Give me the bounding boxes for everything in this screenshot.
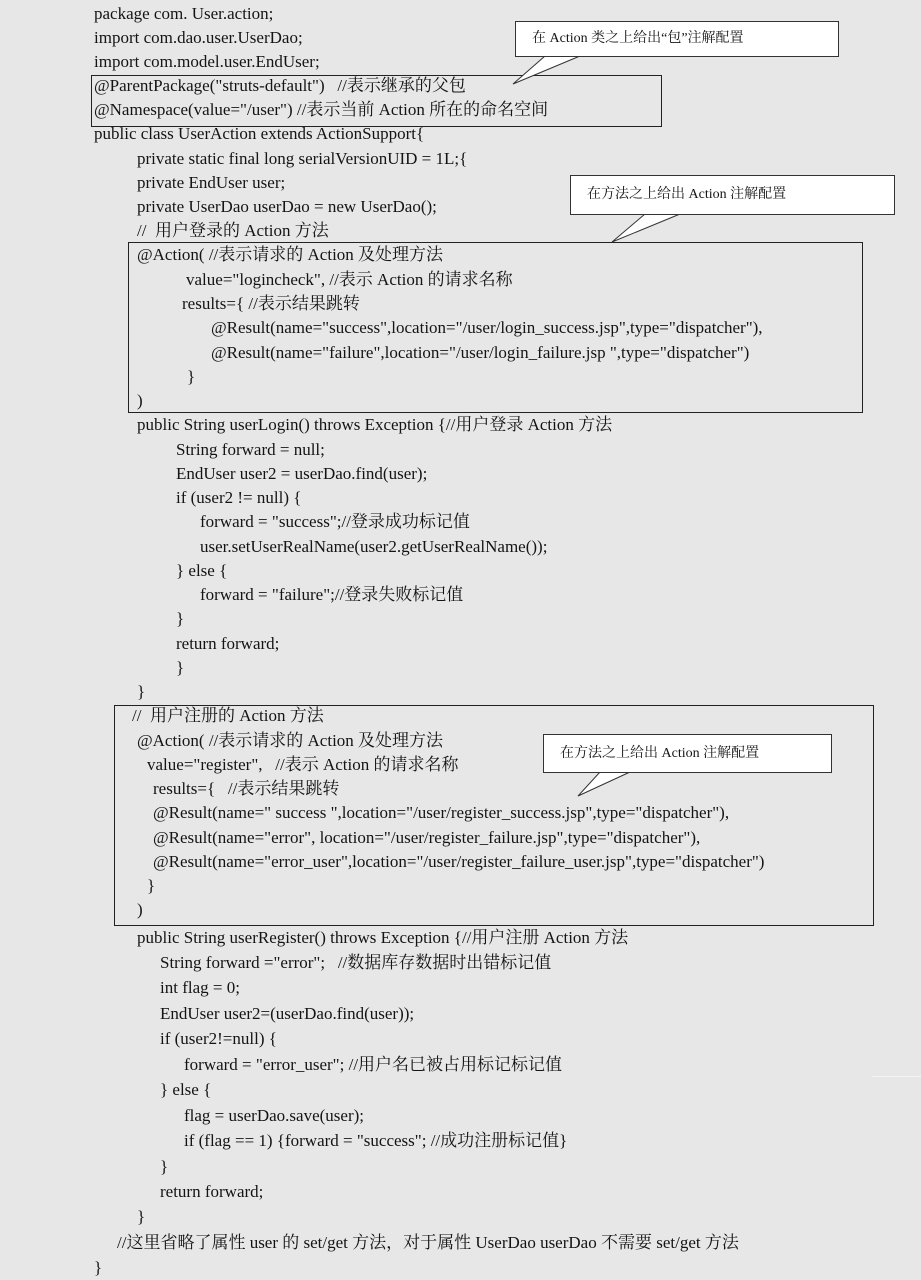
code-line-8: private EndUser user; (137, 173, 286, 192)
code-line-9: private UserDao userDao = new UserDao(); (137, 197, 437, 216)
code-line-26: } (176, 609, 185, 628)
code-line-45: } else { (160, 1080, 212, 1099)
code-line-5: @Namespace(value="/user") //表示当前 Action 所在的命名空间 (94, 100, 549, 119)
code-line-51: //这里省略了属性 user 的 set/get 方法，对于属性 UserDao userDao 不需要 set/get 方法 (117, 1233, 739, 1252)
code-line-39: public String userRegister() throws Exception {//用户注册 Action 方法 (137, 928, 629, 947)
code-line-17: ) (137, 391, 143, 410)
code-line-41: int flag = 0; (160, 978, 240, 997)
code-line-36: @Result(name="error_user",location="/user/register_failure_user.jsp",type="dispatcher") (153, 852, 765, 871)
code-line-19: String forward = null; (176, 440, 325, 459)
code-line-21: if (user2 != null) { (176, 488, 302, 507)
code-line-12: value="logincheck", //表示 Action 的请求名称 (186, 270, 513, 289)
code-line-22: forward = "success";//登录成功标记值 (200, 512, 470, 531)
code-line-35: @Result(name="error", location="/user/register_failure.jsp",type="dispatcher"), (153, 828, 701, 847)
code-line-47: if (flag == 1) {forward = "success"; //成功注册标记值} (184, 1131, 568, 1150)
code-line-37: } (147, 876, 156, 895)
callout-register-action-annotation: 在方法之上给出 Action 注解配置 (543, 734, 832, 773)
callout-pointer-1-shape (513, 56, 580, 84)
code-line-24: } else { (176, 561, 228, 580)
code-line-28: } (176, 658, 185, 677)
code-line-16: } (187, 367, 196, 386)
code-line-27: return forward; (176, 634, 280, 653)
code-line-44: forward = "error_user"; //用户名已被占用标记标记值 (184, 1055, 563, 1074)
callout-package-annotation: 在 Action 类之上给出“包”注解配置 (515, 21, 839, 57)
code-line-3: import com.model.user.EndUser; (94, 52, 320, 71)
callout-login-action-annotation: 在方法之上给出 Action 注解配置 (570, 175, 895, 215)
code-line-2: import com.dao.user.UserDao; (94, 28, 303, 47)
code-line-50: } (137, 1207, 146, 1226)
callout-pointer-2-shape (612, 214, 680, 242)
code-line-4: @ParentPackage("struts-default") //表示继承的父包 (94, 76, 466, 95)
code-line-49: return forward; (160, 1182, 264, 1201)
code-line-34: @Result(name=" success ",location="/user/register_success.jsp",type="dispatcher"), (153, 803, 730, 822)
code-line-46: flag = userDao.save(user); (184, 1106, 364, 1125)
scan-artifact-line (872, 1076, 921, 1077)
code-line-20: EndUser user2 = userDao.find(user); (176, 464, 428, 483)
code-line-18: public String userLogin() throws Exception {//用户登录 Action 方法 (137, 415, 613, 434)
code-line-6: public class UserAction extends ActionSupport{ (94, 124, 425, 143)
code-line-48: } (160, 1157, 169, 1176)
code-line-10: // 用户登录的 Action 方法 (137, 221, 329, 240)
code-line-1: package com. User.action; (94, 4, 274, 23)
code-line-42: EndUser user2=(userDao.find(user)); (160, 1004, 415, 1023)
callout-pointer-3-shape (578, 772, 630, 796)
code-line-40: String forward ="error"; //数据库存数据时出错标记值 (160, 953, 552, 972)
code-line-11: @Action( //表示请求的 Action 及处理方法 (137, 245, 444, 264)
code-line-30: // 用户注册的 Action 方法 (132, 706, 324, 725)
code-line-43: if (user2!=null) { (160, 1029, 277, 1048)
code-line-52: } (94, 1258, 103, 1277)
code-line-14: @Result(name="success",location="/user/login_success.jsp",type="dispatcher"), (211, 318, 763, 337)
code-line-13: results={ //表示结果跳转 (182, 294, 360, 313)
code-line-7: private static final long serialVersionUID = 1L;{ (137, 149, 468, 168)
code-line-32: value="register", //表示 Action 的请求名称 (147, 755, 459, 774)
code-line-38: ) (137, 900, 143, 919)
code-line-33: results={ //表示结果跳转 (153, 779, 340, 798)
code-line-29: } (137, 682, 146, 701)
code-line-25: forward = "failure";//登录失败标记值 (200, 585, 464, 604)
code-line-31: @Action( //表示请求的 Action 及处理方法 (137, 731, 444, 750)
code-line-23: user.setUserRealName(user2.getUserRealName()); (200, 537, 548, 556)
code-line-15: @Result(name="failure",location="/user/login_failure.jsp ",type="dispatcher") (211, 343, 750, 362)
